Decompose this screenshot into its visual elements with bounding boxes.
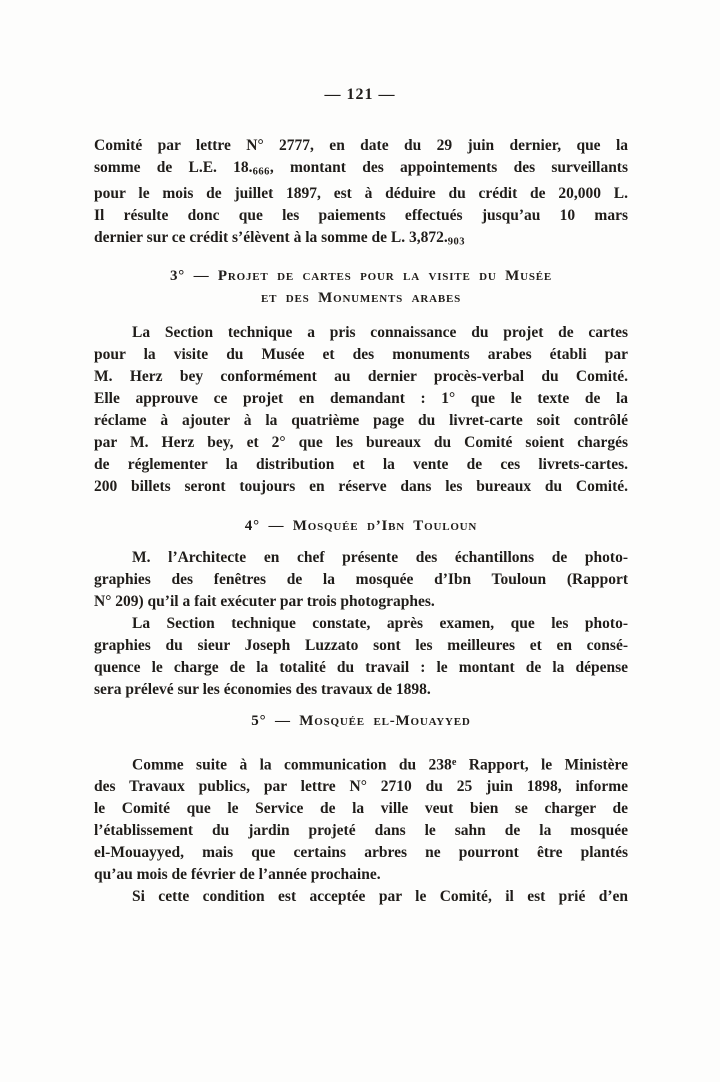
text-line: de réglementer la distribution et la vente de ces livrets-cartes. — [94, 455, 628, 473]
text-line: pour le mois de juillet 1897, est à déduire du crédit de 20,000 L. — [94, 185, 628, 203]
text-line: quence le charge de la totalité du travail : le montant de la dépense — [94, 659, 628, 677]
paragraph-garden-project — [94, 752, 628, 887]
text-line: l’établissement du jardin projeté dans le sahn de la mosquée — [94, 822, 628, 840]
text-line: M. Herz bey conformément au dernier procès-verbal du Comité. — [94, 367, 628, 385]
section-5-heading: 5° — Mosquée el-Mouayyed — [251, 713, 471, 730]
page-number: — 121 — — [324, 86, 396, 103]
text-line: graphies des fenêtres de la mosquée d’Ibn Touloun (Rapport — [94, 571, 628, 589]
text-line: La Section technique a pris connaissance du projet de cartes — [132, 323, 628, 341]
text-line: 200 billets seront toujours en réserve dans les bureaux du Comité. — [94, 477, 628, 495]
text-line: sera prélevé sur les économies des travaux de 1898. — [94, 681, 431, 699]
text-block — [94, 135, 628, 908]
text-line: le Comité que le Service de la ville veut bien se charger de — [94, 800, 628, 818]
heading-line: et des Monuments arabes — [260, 290, 462, 307]
text-line: Il résulte donc que les paiements effectués jusqu’au 10 mars — [94, 207, 628, 225]
text-line: La Section technique constate, après examen, que les photo- — [132, 615, 628, 633]
text-line: par M. Herz bey, et 2° que les bureaux du Comité soient chargés — [94, 433, 628, 451]
section-3-heading — [94, 265, 628, 310]
heading-line: 3° — Projet de cartes pour la visite du Musée — [169, 267, 553, 284]
section-4-heading: 4° — Mosquée d’Ibn Touloun — [244, 517, 478, 534]
text-line: N° 209) qu’il a fait exécuter par trois photographes. — [94, 593, 435, 611]
text-line: Comme suite à la communication du 238e Rapport, le Ministère — [132, 756, 629, 774]
text-line: réclame à ajouter à la quatrième page du livret-carte soit contrôlé — [94, 411, 628, 429]
paragraph-cards-project — [94, 322, 628, 498]
text-line: el-Mouayyed, mais que certains arbres ne pourront être plantés — [94, 844, 628, 862]
text-line: Si cette condition est acceptée par le Comité, il est prié d’en — [132, 888, 628, 906]
text-line: pour la visite du Musée et des monuments arabes établi par — [94, 345, 628, 363]
text-line: Elle approuve ce projet en demandant : 1° que le texte de la — [94, 389, 628, 407]
text-line: M. l’Architecte en chef présente des échantillons de photo- — [132, 549, 628, 567]
paragraph-photographs-samples — [94, 547, 628, 613]
text-line: dernier sur ce crédit s’élèvent à la somme de L. 3,872.903 — [94, 229, 465, 248]
text-line: Comité par lettre N° 2777, en date du 29 juin dernier, que la — [94, 137, 628, 154]
paragraph-condition-accepted — [94, 886, 628, 908]
text-line: graphies du sieur Joseph Luzzato sont les meilleures et en consé- — [94, 637, 628, 655]
paragraph-credit-report — [94, 135, 628, 254]
text-line: des Travaux publics, par lettre N° 2710 du 25 juin 1898, informe — [94, 778, 628, 796]
paragraph-luzzato-choice — [94, 613, 628, 701]
text-line: somme de L.E. 18.666, montant des appointements des surveillants — [94, 159, 629, 178]
text-line: qu’au mois de février de l’année prochaine. — [94, 866, 381, 884]
